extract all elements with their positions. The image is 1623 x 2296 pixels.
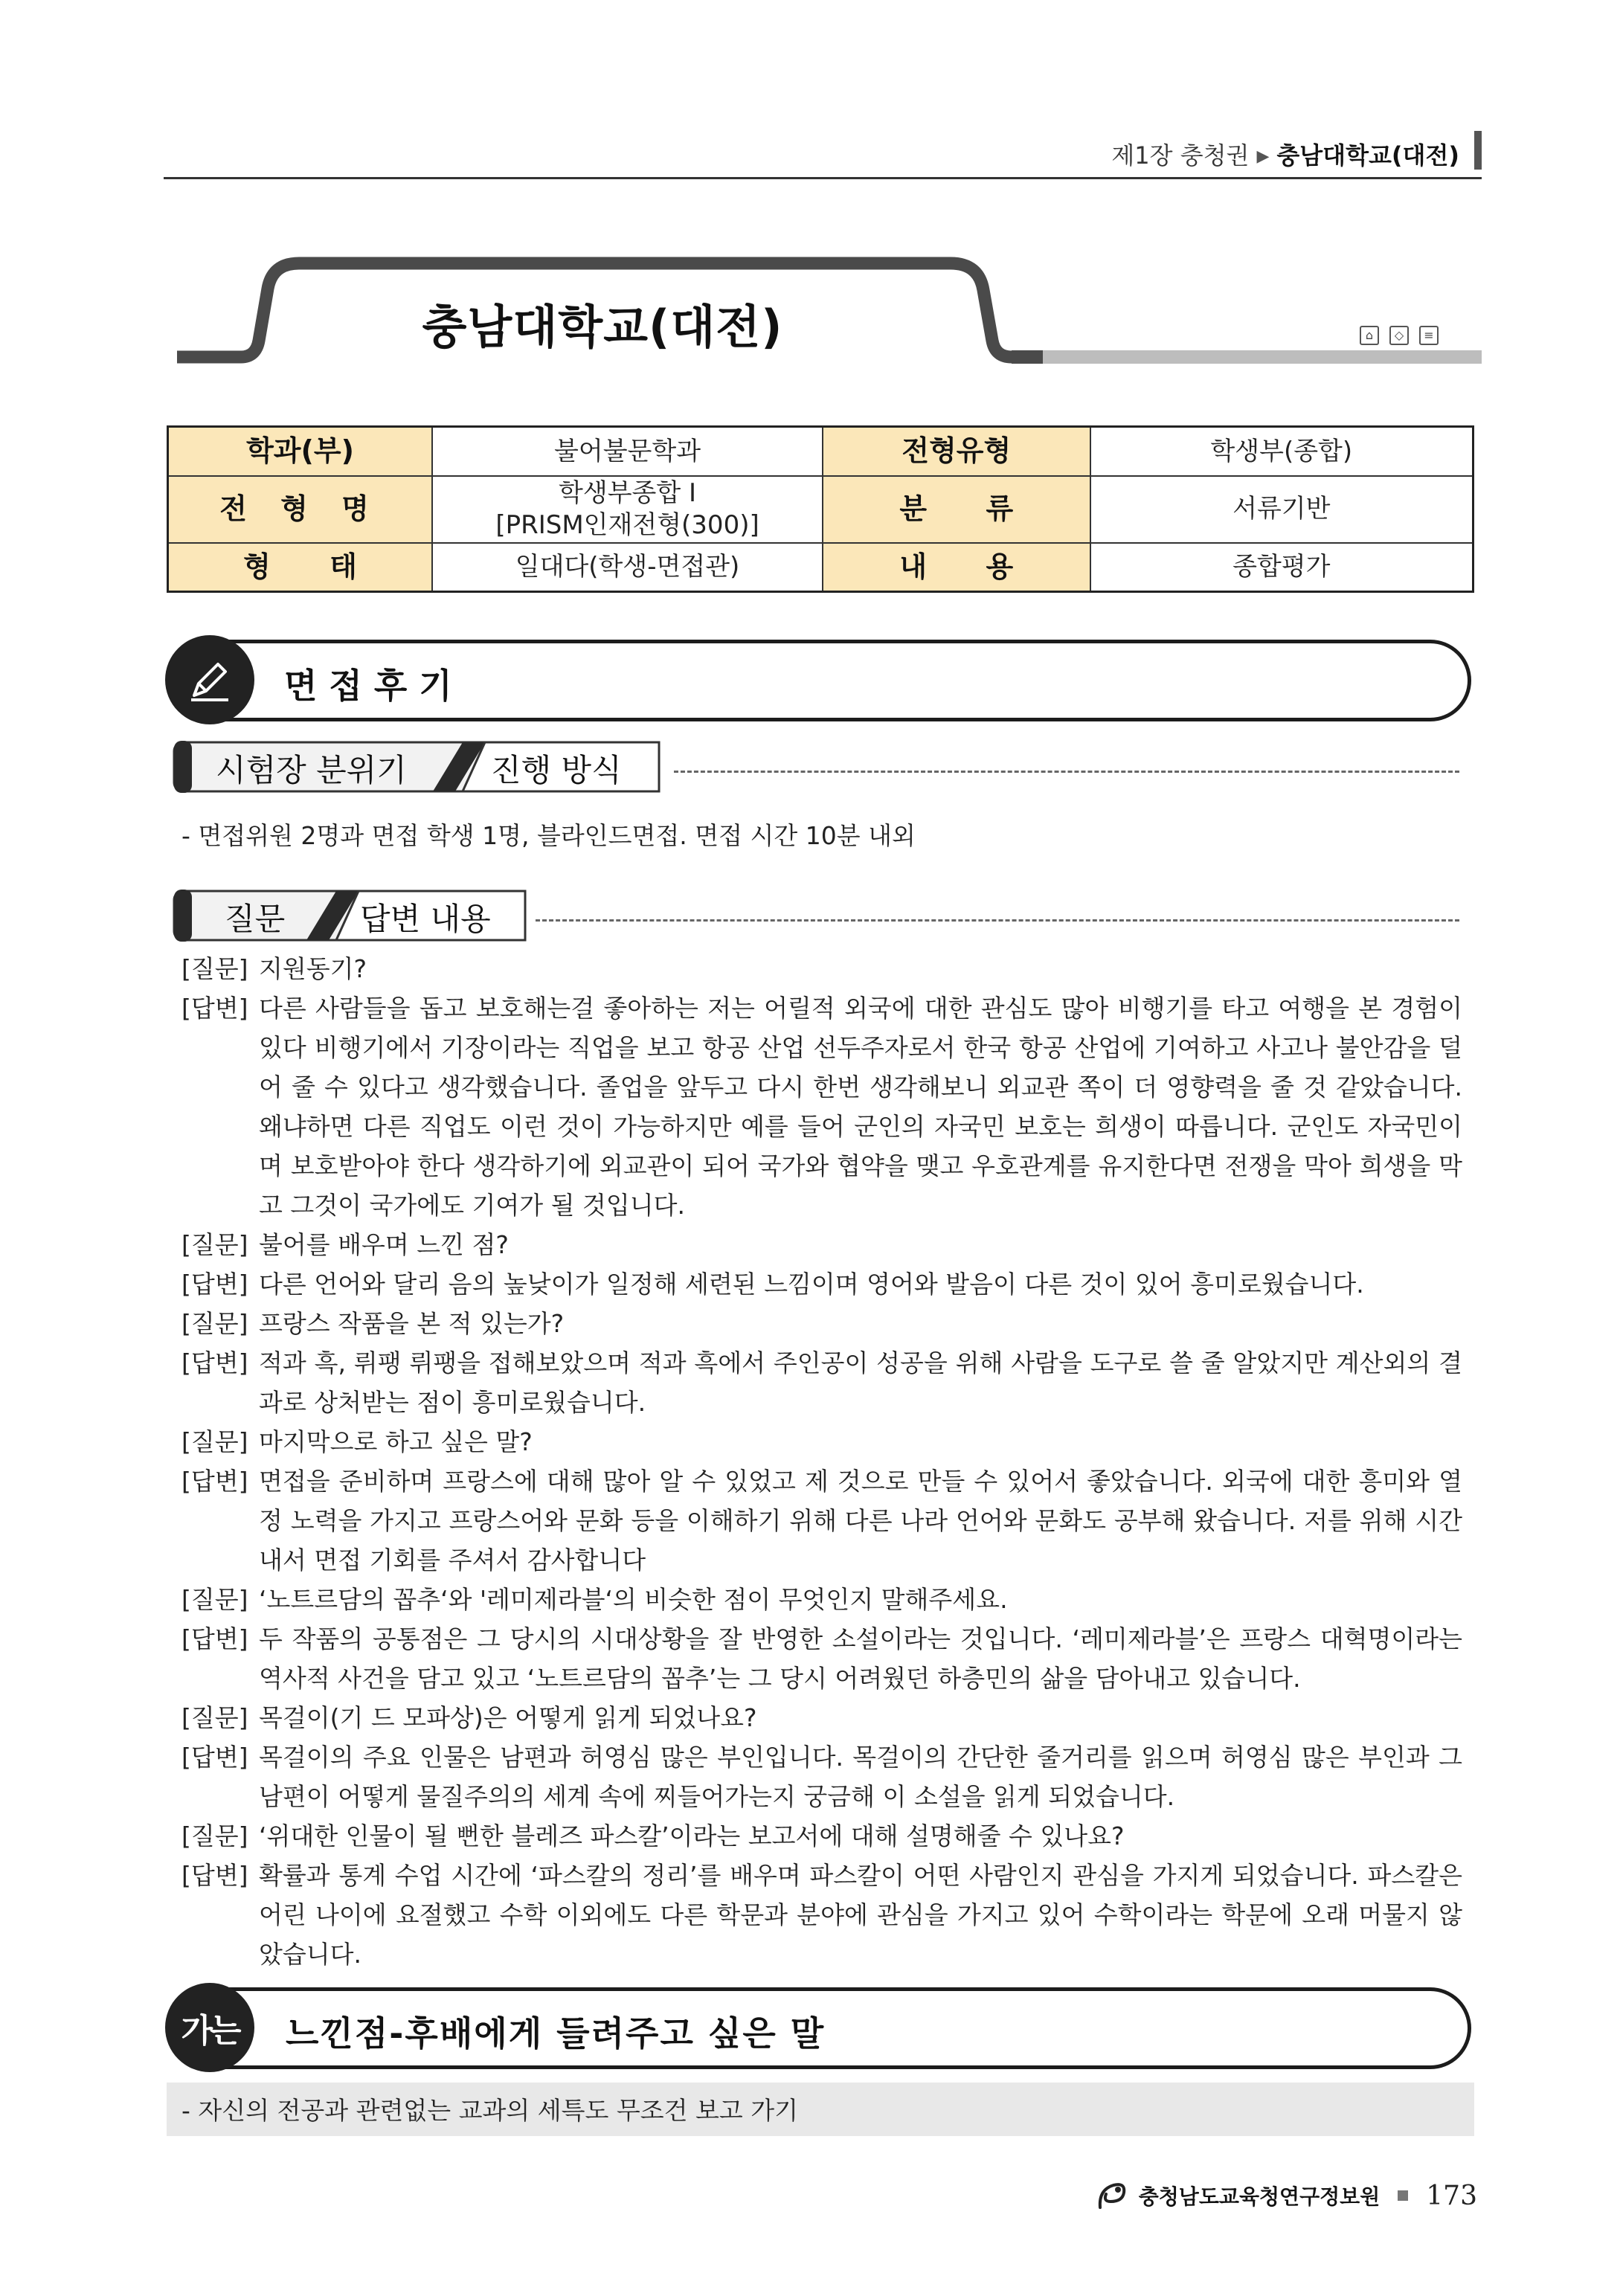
table-value-department: 불어불문학과 bbox=[432, 427, 823, 476]
answer-row bbox=[181, 1343, 1462, 1422]
answer-row bbox=[181, 1264, 1462, 1304]
question-row bbox=[181, 1304, 1462, 1343]
qa-tag: [질문] bbox=[181, 1427, 248, 1456]
qa-tag: [답변] bbox=[181, 994, 248, 1023]
qa-text: ‘위대한 인물이 될 뻔한 블레즈 파스칼’이라는 보고서에 대해 설명해줄 수 있나요? bbox=[259, 1821, 1125, 1850]
footer-separator bbox=[1398, 2190, 1408, 2201]
table-value-content: 종합평가 bbox=[1090, 543, 1473, 592]
qa-tag: [답변] bbox=[181, 1348, 248, 1377]
qa-text: 다른 언어와 달리 음의 높낮이가 일정해 세련된 느낌이며 영어와 발음이 다른 것이 있어 흥미로웠습니다. bbox=[259, 1270, 1364, 1299]
qa-text: 두 작품의 공통점은 그 당시의 시대상황을 잘 반영한 소설이라는 것입니다. ‘레미제라블’은 프랑스 대혁명이라는 역사적 사건을 담고 있고 ‘노트르담의 꼽추’는 그 당시 어려웠던 하층민의 삶을 담아내고 있습니다. bbox=[259, 1624, 1462, 1693]
page-number: 173 bbox=[1426, 2180, 1477, 2211]
table-row bbox=[168, 427, 1473, 476]
running-header bbox=[164, 135, 1482, 179]
swirl-logo-icon bbox=[1096, 2179, 1128, 2212]
section-advice-title: 느낀점-후배에게 들려주고 싶은 말 bbox=[286, 2013, 826, 2054]
qa-text: 적과 흑, 뤼팽 뤼팽을 접해보았으며 적과 흑에서 주인공이 성공을 위해 사람을 도구로 쓸 줄 알았지만 계산외의 결과로 상처받는 점이 흥미로웠습니다. bbox=[259, 1348, 1462, 1417]
exam-paper-icon: ≡ bbox=[1419, 326, 1439, 345]
triangle-arrow-icon: ▶ bbox=[1256, 147, 1270, 166]
subhead-atmosphere-left: 시험장 분위기 bbox=[216, 752, 407, 788]
question-row bbox=[181, 1698, 1462, 1737]
qa-tag: [답변] bbox=[181, 1861, 248, 1890]
subhead-divider bbox=[674, 771, 1459, 773]
qa-text: 지원동기? bbox=[259, 954, 367, 983]
school-building-icon: ⌂ bbox=[1360, 326, 1379, 345]
table-label-category: 분 류 bbox=[823, 476, 1090, 543]
qa-text: 면접을 준비하며 프랑스에 대해 많아 알 수 있었고 제 것으로 만들 수 있어서 좋았습니다. 외국에 대한 흥미와 열정 노력을 가지고 프랑스어와 문화 등을 이해하기 위해 다른 나라 언어와 문화도 공부해 왔습니다. 저를 위해 시간 내서 면접 기회를 주셔서 감사합니다 bbox=[259, 1467, 1462, 1575]
table-value-category: 서류기반 bbox=[1090, 476, 1473, 543]
qa-tag: [질문] bbox=[181, 1703, 248, 1732]
qa-text: 프랑스 작품을 본 적 있는가? bbox=[259, 1309, 565, 1338]
qa-text: 불어를 배우며 느낀 점? bbox=[259, 1230, 509, 1259]
admission-name-line2: [PRISM인재전형(300)] bbox=[495, 509, 759, 540]
qa-tag: [질문] bbox=[181, 1309, 248, 1338]
page-title: 충남대학교(대전) bbox=[422, 300, 783, 354]
table-label-admission-type: 전형유형 bbox=[823, 427, 1090, 476]
subhead-divider bbox=[536, 919, 1459, 922]
qa-text: 목걸이(기 드 모파상)은 어떻게 읽게 되었나요? bbox=[259, 1703, 757, 1732]
answer-row bbox=[181, 1856, 1462, 1974]
qa-text: ‘노트르담의 꼽추‘와 '레미제라블‘의 비슷한 점이 무엇인지 말해주세요. bbox=[259, 1585, 1008, 1614]
question-row bbox=[181, 1816, 1462, 1856]
question-row bbox=[181, 1225, 1462, 1264]
question-row bbox=[181, 1422, 1462, 1461]
qa-tag: [질문] bbox=[181, 954, 248, 983]
advice-text: - 자신의 전공과 관련없는 교과의 세특도 무조건 보고 가기 bbox=[181, 2096, 799, 2125]
title-tab-frame bbox=[173, 245, 1482, 372]
atmosphere-text: - 면접위원 2명과 면접 학생 1명, 블라인드면접. 면접 시간 10분 내외 bbox=[181, 821, 916, 850]
qa-tag: [질문] bbox=[181, 1821, 248, 1850]
info-table bbox=[167, 425, 1474, 593]
table-label-department: 학과(부) bbox=[168, 427, 433, 476]
table-label-admission-name: 전 형 명 bbox=[168, 476, 433, 543]
table-row bbox=[168, 543, 1473, 592]
header-accent-bar bbox=[1474, 131, 1482, 170]
table-label-content: 내 용 bbox=[823, 543, 1090, 592]
running-header-text bbox=[1111, 137, 1459, 171]
table-value-format: 일대다(학생-면접관) bbox=[432, 543, 823, 592]
subhead-qa-left: 질문 bbox=[225, 901, 286, 937]
answer-row bbox=[181, 1737, 1462, 1816]
qa-text: 마지막으로 하고 싶은 말? bbox=[259, 1427, 533, 1456]
graduation-cap-icon: ◇ bbox=[1389, 326, 1409, 345]
answer-row bbox=[181, 1461, 1462, 1580]
table-row bbox=[168, 476, 1473, 543]
footer bbox=[1096, 2179, 1477, 2212]
qa-tag: [답변] bbox=[181, 1743, 248, 1772]
qa-text: 목걸이의 주요 인물은 남편과 허영심 많은 부인입니다. 목걸이의 간단한 줄거리를 읽으며 허영심 많은 부인과 그 남편이 어떻게 물질주의의 세계 속에 찌들어가는지 궁금해 이 소설을 읽게 되었습니다. bbox=[259, 1743, 1462, 1811]
advice-badge-text: 가는 bbox=[181, 2012, 239, 2050]
section-review-title: 면접후기 bbox=[284, 666, 464, 706]
table-label-format: 형 태 bbox=[168, 543, 433, 592]
qa-tag: [질문] bbox=[181, 1230, 248, 1259]
question-row bbox=[181, 1580, 1462, 1619]
qa-text: 확률과 통계 수업 시간에 ‘파스칼의 정리’를 배우며 파스칼이 어떤 사람인지 관심을 가지게 되었습니다. 파스칼은 어린 나이에 요절했고 수학 이외에도 다른 학문과 분야에 관심을 가지고 있어 수학이라는 학문에 오래 머물지 않았습니다. bbox=[259, 1861, 1462, 1969]
subhead-atmosphere-right: 진행 방식 bbox=[491, 752, 622, 788]
title-icons bbox=[1360, 326, 1439, 345]
table-value-admission-name bbox=[432, 476, 823, 543]
pencil-icon bbox=[165, 635, 254, 724]
answer-row bbox=[181, 988, 1462, 1225]
table-value-admission-type: 학생부(종합) bbox=[1090, 427, 1473, 476]
advice-badge-icon bbox=[165, 1983, 254, 2072]
school-label: 충남대학교(대전) bbox=[1276, 141, 1459, 170]
subhead-qa-right: 답변 내용 bbox=[360, 901, 491, 937]
footer-org: 충청남도교육청연구정보원 bbox=[1138, 2184, 1381, 2209]
qa-tag: [답변] bbox=[181, 1467, 248, 1496]
qa-tag: [답변] bbox=[181, 1624, 248, 1653]
qa-text: 다른 사람들을 돕고 보호해는걸 좋아하는 저는 어릴적 외국에 대한 관심도 많아 비행기를 타고 여행을 본 경험이 있다 비행기에서 기장이라는 직업을 보고 항공 산업 선두주자로서 한국 항공 산업에 기여하고 사고나 불안감을 덜어 줄 수 있다고 생각했습니다. 졸업을 앞두고 다시 한번 생각해보니 외교관 쪽이 더 영향력을 줄 것 같았습니다. 왜냐하면 다른 직업도 이런 것이 가능하지만 예를 들어 군인의 자국민 보호는 희생이 따릅니다. 군인도 자국민이며 보호받아야 한다 생각하기에 외교관이 되어 국가와 협약을 맺고 우호관계를 유지한다면 전쟁을 막아 희생을 막고 그것이 국가에도 기여가 될 것입니다. bbox=[259, 994, 1462, 1220]
admission-name-line1: 학생부종합 I bbox=[559, 478, 697, 508]
answer-row bbox=[181, 1619, 1462, 1698]
qa-tag: [답변] bbox=[181, 1270, 248, 1299]
chapter-label: 제1장 충청권 bbox=[1111, 141, 1250, 170]
qa-list bbox=[181, 949, 1462, 1974]
question-row bbox=[181, 949, 1462, 988]
qa-tag: [질문] bbox=[181, 1585, 248, 1614]
